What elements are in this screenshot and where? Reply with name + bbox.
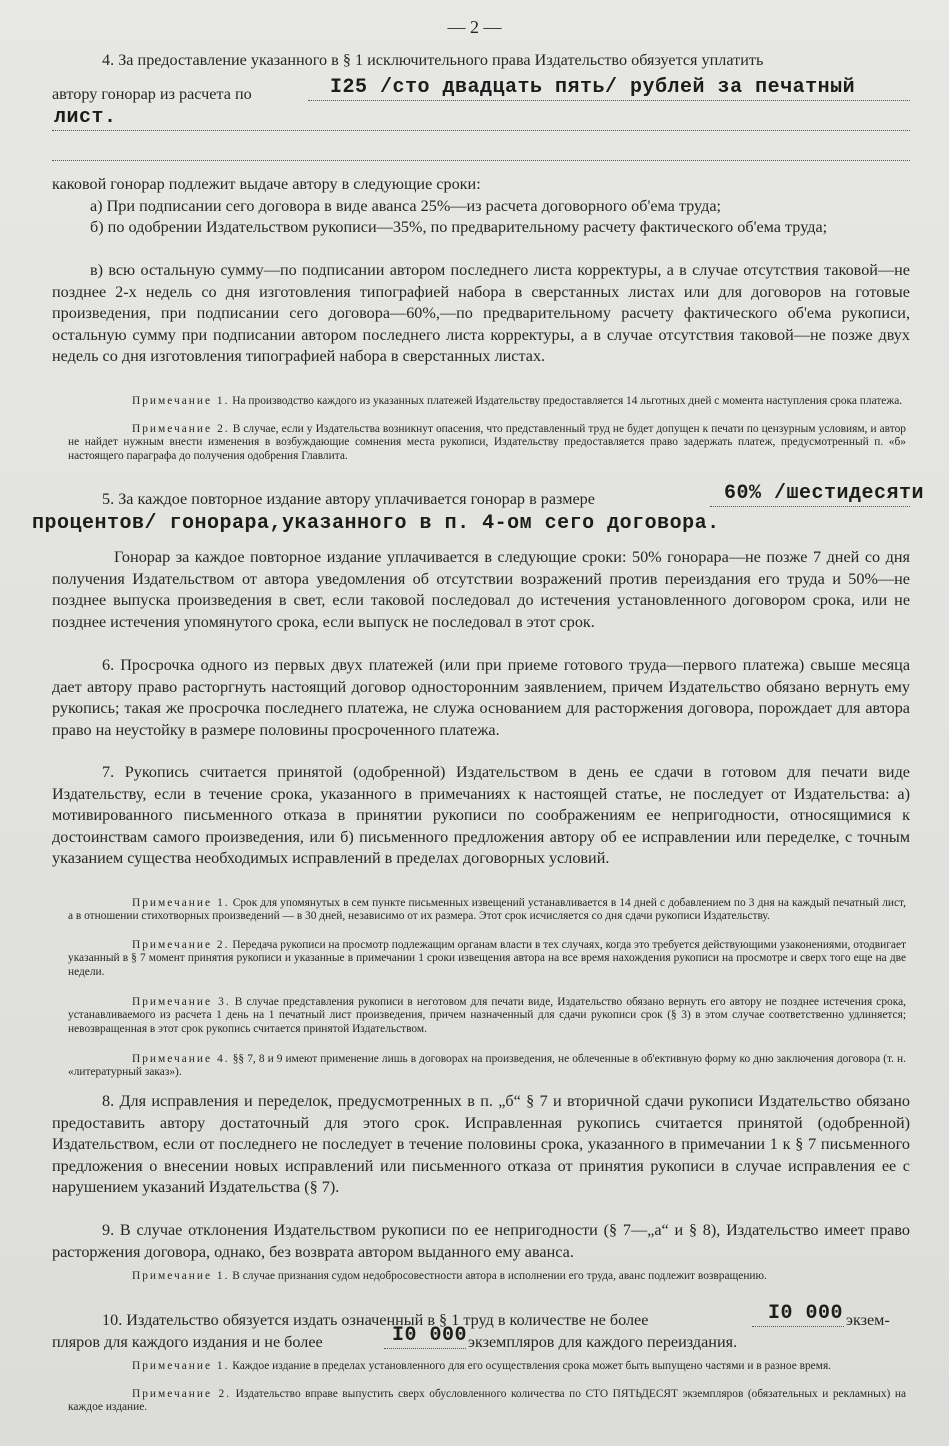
fee-blank-line-3 [52, 160, 910, 161]
typed-pct-a: 60% /шестидесяти [724, 482, 925, 505]
typed-fee-line1: I25 /сто двадцать пять/ рублей за печатный [330, 76, 856, 99]
s4-note-2-text: В случае, если у Издательства возникнут опасения, что представленный труд не будет допущен к печати по цензурным условиям, и автор не найдет нужным внести изменения в возбуждающие сомнения места рукописи, Издательству предоставляется право задержать платеж, предусмотренный п. «б» настоящего параграфа до получения одобрения Главлита. [68, 423, 906, 462]
s8-text: 8. Для исправления и переделок, предусмотренных в п. „б“ § 7 и вторичной сдачи рукописи Издательство обязано предоставить автору достаточный для этого срок. Исправленная рукопись считается принятой (одобренной) Издательством, если от последнего не последует в течение половины срока, указанного в примечании 1 к § 7 письменного предложения о внесении новых исправлений или письменного отказа от принятия рукописи в случае исправления ее с нарушением указаний Издательства (§ 7). [52, 1092, 910, 1196]
s10-note-2-text: Издательство вправе выпустить сверх обусловленного количества по СТО ПЯТЬДЕСЯТ экземпляров (обязательных и рекламных) на каждое издание. [68, 1388, 907, 1414]
s7-note-3-text: В случае представления рукописи в неготовом для печати виде, Издательство обязано вернуть его автору не позднее истечения срока, устанавливаемого из расчета 1 день на 1 печатный лист произведения, причем назначенный для сдачи рукописи срок (§ 3) в этом случае соответственно удлиняется; невозвращенная в этот срок рукопись считается принятой Издательством. [68, 996, 907, 1035]
s10-line2-prefix: пляров для каждого издания и не более [52, 1333, 323, 1351]
s4-item-c: в) всю остальную сумму—по подписании автором последнего листа корректуры, а в случае отсутствия таковой—не позднее 2-х недель со дня изготовления типографией набора в сверстанных листах или для договоров на готовые произведения, при подписании сего договора—60%,—по предварительному расчету фактического об'ема рукописи, остальную сумму при подписании автором последнего листа корректуры, а в случае отсутствия таковой—не позже двух недель со дня изготовления типографией набора в сверстанных листах. [52, 261, 910, 365]
s7-note-2-text: Передача рукописи на просмотр подлежащим органам власти в тех случаях, когда это требуется действующими узаконениями, отодвигает указанный в § 7 момент принятия рукописи и указанные в примечании 1 сроки извещения автора на все время нахождения рукописи на просмотре и сверх того еще на две недели. [68, 939, 906, 978]
s4-note-1-text: На производство каждого из указанных платежей Издательству предоставляется 14 льготных дней с момента наступления срока платежа. [232, 395, 903, 407]
s4-note-1 [68, 395, 906, 408]
s10-line1-suffix: экзем- [846, 1311, 890, 1329]
typed-pct-b: процентов/ гонорара,указанного в п. 4-ом сего договора. [32, 512, 720, 535]
s4-payment-intro: каковой гонорар подлежит выдаче автору в следующие сроки: [52, 175, 481, 193]
s5-text: Гонорар за каждое повторное издание уплачивается в следующие сроки: 50% гонорара—не позже 7 дней со дня получения Издательством от автора уведомления об отсутствии возражений против переиздания его труда и 50%—не позднее выпуска произведения в свет, если таковой последовал до истечения установленного договором срока, или не позднее истечения упомянутого срока, если выпуск не последовал в этот срок. [52, 548, 910, 631]
page-number: — 2 — [447, 17, 502, 37]
typed-fee-line2: лист. [54, 106, 117, 129]
s7-text: 7. Рукопись считается принятой (одобренной) Издательством в день ее сдачи в готовом для печати виде Издательству, если в течение срока, указанного в примечаниях к настоящей статье, не последует от Издательства: а) мотивированного письменного отказа в принятии рукописи по соображениям ее непригодности, относящимися к достоинствам самого произведения, или б) письменного предложения автору об ее исправлении или переделке, с точным указанием существа необходимых исправлений в пределах договорных условий. [52, 763, 910, 867]
s7-note-3 [68, 996, 906, 1036]
s7-note-2 [68, 939, 906, 979]
s10-note-1 [68, 1360, 906, 1373]
s10-note-1-label: Примечание 1. [132, 1360, 230, 1372]
s4-note-2-label: Примечание 2. [132, 423, 230, 435]
s4-item-a: а) При подписании сего договора в виде аванса 25%—из расчета договорного об'ема труда; [90, 197, 722, 215]
s6-text: 6. Просрочка одного из первых двух платежей (или при приеме готового труда—первого платежа) свыше месяца дает автору право расторгнуть настоящий договор односторонним заявлением, причем Издательство обязано вернуть ему рукопись; такая же просрочка последнего платежа, не служа основанием для расторжения договора, порождает для автора право на неустойку в размере половины просроченного платежа. [52, 656, 910, 739]
s7-note-4-label: Примечание 4. [132, 1053, 230, 1065]
s5-line1-prefix: 5. За каждое повторное издание автору уплачивается гонорар в размере [102, 490, 595, 508]
s10-note-2-label: Примечание 2. [132, 1388, 232, 1400]
s4-note-1-label: Примечание 1. [132, 395, 230, 407]
s7-note-2-label: Примечание 2. [132, 939, 230, 951]
s4-note-2 [68, 423, 906, 463]
s9-note-1-text: В случае признания судом недобросовестности автора в исполнении его труда, аванс подлежит возвращению. [232, 1270, 767, 1282]
s7-note-3-label: Примечание 3. [132, 996, 231, 1008]
s10-note-1-text: Каждое издание в пределах установленного для его осуществления срока может быть выпущено частями и в разное время. [232, 1360, 832, 1372]
s9-note-1 [68, 1270, 906, 1283]
s7-note-1 [68, 897, 906, 924]
fee-blank-line-2 [52, 130, 910, 131]
s4-item-b: б) по одобрении Издательством рукописи—35%, по предварительному расчету фактического об'ема труда; [90, 218, 828, 236]
s10-note-2 [68, 1388, 906, 1415]
s7-note-4-text: §§ 7, 8 и 9 имеют применение лишь в договорах на произведения, не облеченные в об'ективную форму ко дню заключения договора (т. н. «литературный заказ»). [68, 1053, 906, 1079]
s7-note-1-label: Примечание 1. [132, 897, 230, 909]
s10-line2-suffix: экземпляров для каждого переиздания. [468, 1333, 738, 1351]
s9-note-1-label: Примечание 1. [132, 1270, 230, 1282]
s5-blank-line [710, 506, 910, 507]
s9-text: 9. В случае отклонения Издательством рукописи по ее непригодности (§ 7—„а“ и § 8), Издательство имеет право расторжения договора, однако, без возврата автором выданного ему аванса. [52, 1221, 910, 1261]
typed-qty-1: I0 000 [768, 1302, 844, 1325]
s10-blank-line-1 [752, 1326, 844, 1327]
s4-line1: 4. За предоставление указанного в § 1 исключительного права Издательство обязуется уплатить [102, 51, 764, 69]
s7-note-1-text: Срок для упомянутых в сем пункте письменных извещений устанавливается в 14 дней с добавлением по 3 дня на каждый печатный лист, а в отношении стихотворных произведений — в 30 дней, независимо от их размера. Этот срок исчисляется со дня сдачи рукописи Издательству. [68, 897, 906, 923]
s10-blank-line-2 [384, 1348, 466, 1349]
s10-line1-prefix: 10. Издательство обязуется издать означенный в § 1 труд в количестве не более [102, 1311, 649, 1329]
typed-qty-2: I0 000 [392, 1324, 468, 1347]
s7-note-4 [68, 1053, 906, 1080]
s4-line2-prefix: автору гонорар из расчета по [52, 85, 252, 103]
fee-blank-line-1 [308, 100, 910, 101]
